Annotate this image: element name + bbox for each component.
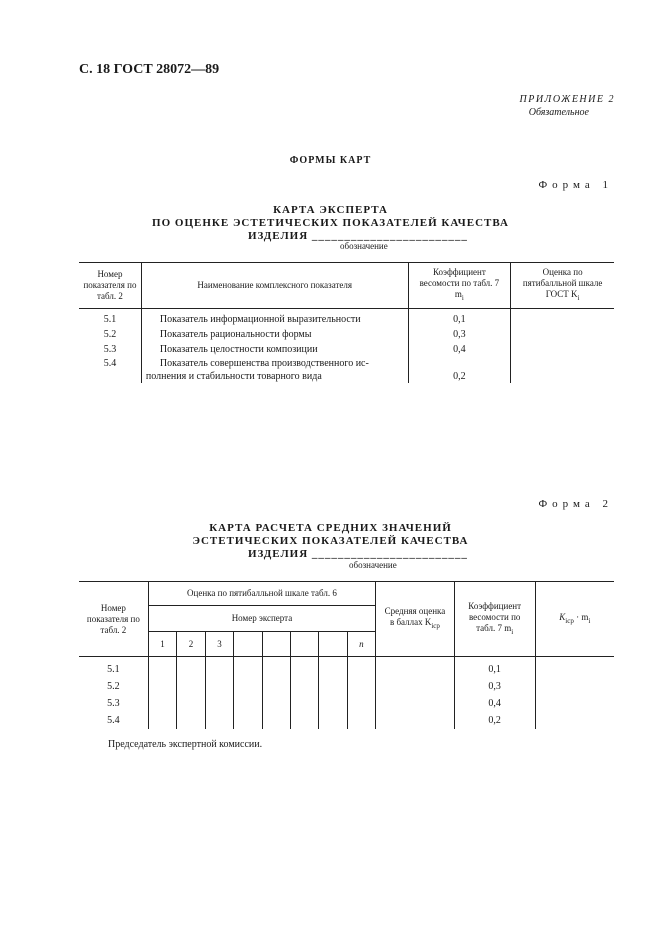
row-coef: 0,3 — [454, 678, 535, 695]
form2-col-expert: Номер эксперта — [148, 606, 375, 632]
form1-product-label: ИЗДЕЛИЯ ________________________ — [248, 230, 468, 242]
row-num: 5.4 — [79, 712, 148, 729]
row-num: 5.4 — [103, 358, 117, 369]
form2-title-line2: ЭСТЕТИЧЕСКИХ ПОКАЗАТЕЛЕЙ КАЧЕСТВА — [192, 535, 469, 547]
expert-num — [319, 632, 347, 657]
expert-num: 3 — [205, 632, 233, 657]
row-score — [511, 357, 614, 383]
form1-col-coef: Коэффициент весомости по табл. 7 $m_i$ — [408, 263, 511, 309]
row-num: 5.1 — [103, 314, 117, 325]
row-coef: 0,4 — [454, 695, 535, 712]
row-coef: 0,1 — [454, 657, 535, 679]
form2-col-scale: Оценка по пятибалльной шкале табл. 6 — [148, 582, 375, 606]
row-score — [511, 327, 614, 342]
appendix-status: Обязательное — [528, 107, 589, 118]
expert-num — [290, 632, 318, 657]
row-name: Показатель совершенства производственного ис- полнения и стабильности товарного вида — [141, 357, 408, 383]
table-row — [79, 342, 614, 357]
row-score — [511, 342, 614, 357]
row-coef: 0,2 — [408, 357, 511, 383]
row-num: 5.1 — [79, 657, 148, 679]
row-name: Показатель рациональности формы — [141, 327, 408, 342]
expert-num — [234, 632, 262, 657]
table-row — [79, 657, 614, 679]
row-coef: 0,2 — [454, 712, 535, 729]
form1-designation: обозначение — [340, 241, 388, 251]
form1-table — [79, 262, 614, 383]
table-row — [79, 712, 614, 729]
row-coef: 0,3 — [408, 327, 511, 342]
row-num: 5.3 — [79, 695, 148, 712]
row-name: Показатель целостности композиции — [141, 342, 408, 357]
chairman-line: Председатель экспертной комиссии. — [108, 739, 263, 750]
table-row — [79, 695, 614, 712]
form1-col-score: Оценка по пятибалльной шкале ГОСТ $K_i$ — [511, 263, 614, 309]
row-score — [511, 309, 614, 328]
expert-num: 1 — [148, 632, 176, 657]
table-row — [79, 309, 614, 328]
page-header: С. 18 ГОСТ 28072—89 — [79, 62, 220, 77]
form2-col-num: Номер показателя по табл. 2 — [79, 582, 148, 657]
form2-label: Форма 2 — [538, 498, 613, 510]
expert-num: 2 — [177, 632, 205, 657]
form2-table — [79, 581, 614, 729]
form1-label: Форма 1 — [538, 179, 613, 191]
form2-title-line1: КАРТА РАСЧЕТА СРЕДНИХ ЗНАЧЕНИЙ — [209, 522, 452, 534]
table-row — [79, 357, 614, 383]
form2-product-label: ИЗДЕЛИЯ ________________________ — [248, 548, 468, 560]
expert-num — [262, 632, 290, 657]
row-num: 5.2 — [79, 678, 148, 695]
table-row — [79, 678, 614, 695]
table-row — [79, 327, 614, 342]
row-coef: 0,4 — [408, 342, 511, 357]
form1-col-name: Наименование комплексного показателя — [141, 263, 408, 309]
row-coef: 0,1 — [408, 309, 511, 328]
expert-num: n — [347, 632, 375, 657]
form1-col-num: Номер показателя по табл. 2 — [79, 263, 141, 309]
form2-title — [0, 522, 661, 548]
row-name: Показатель информационной выразительности — [141, 309, 408, 328]
row-num: 5.3 — [103, 344, 117, 355]
form2-designation: обозначение — [349, 560, 397, 570]
appendix-title: ПРИЛОЖЕНИЕ 2 — [519, 94, 615, 105]
form1-title-line1: КАРТА ЭКСПЕРТА — [273, 204, 388, 216]
row-num: 5.2 — [103, 329, 117, 340]
form2-col-avg: Средняя оценка в баллах $K_{iср}$ — [376, 582, 455, 657]
form1-title-line2: ПО ОЦЕНКЕ ЭСТЕТИЧЕСКИХ ПОКАЗАТЕЛЕЙ КАЧЕСТВА — [152, 217, 509, 229]
form2-col-coef: Коэффициент весомости по табл. 7 $m_i$ — [454, 582, 535, 657]
forms-title: ФОРМЫ КАРТ — [289, 155, 372, 166]
form1-title — [0, 204, 661, 230]
form2-col-product: $K_{iср} \cdot m_i$ — [535, 582, 614, 657]
